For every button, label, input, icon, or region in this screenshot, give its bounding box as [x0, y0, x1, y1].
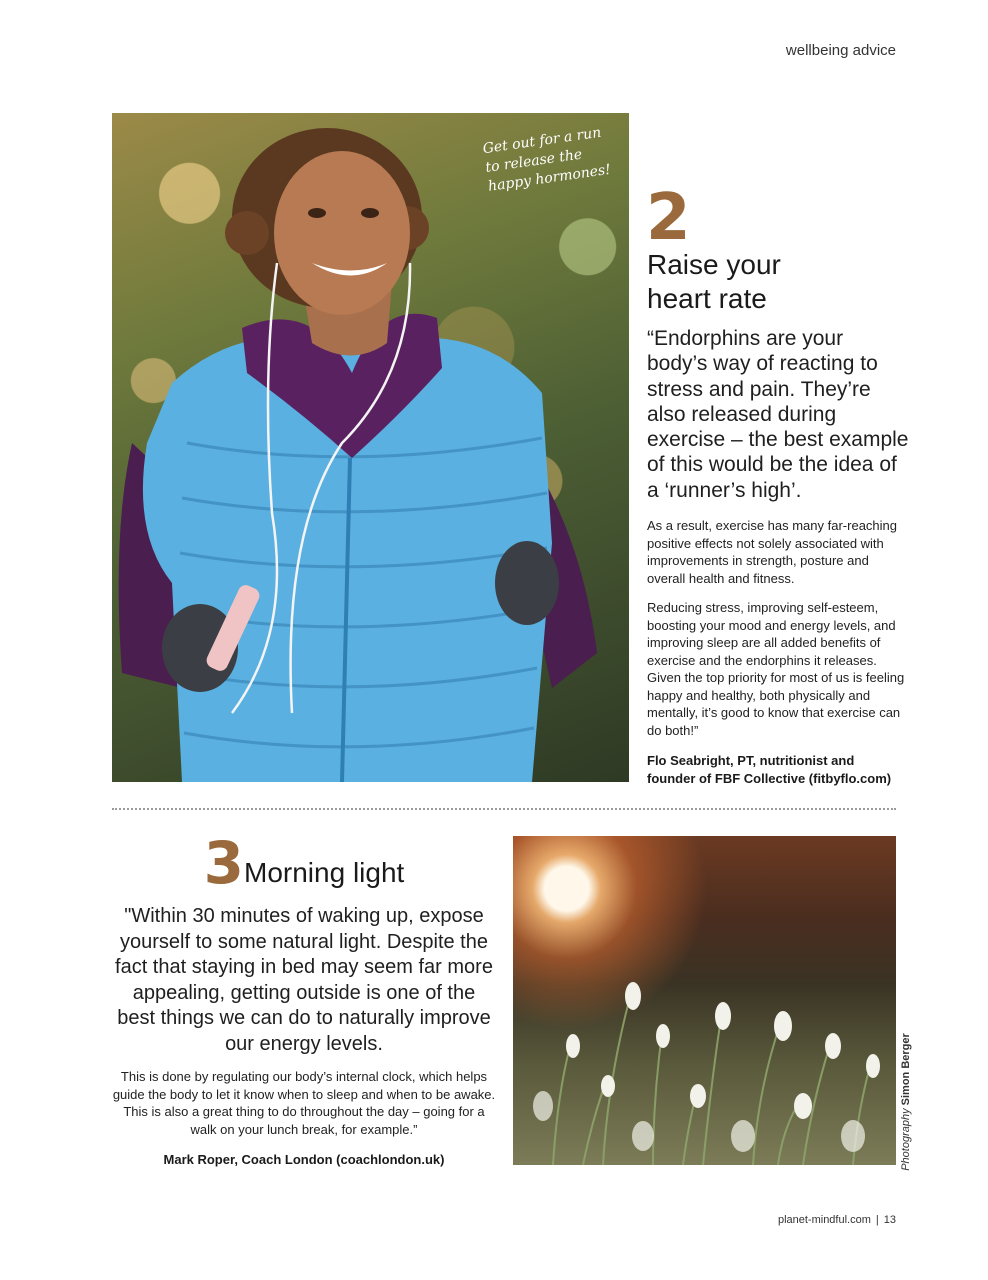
footer-site: planet-mindful.com: [777, 1214, 871, 1226]
page-number: 13: [883, 1214, 896, 1226]
page-footer: [778, 1214, 896, 1226]
tip-number-3: 3: [203, 829, 243, 897]
snowdrops-illustration: [513, 836, 896, 1165]
tip-credit-2-line1: Flo Seabright, PT, nutritionist and: [647, 753, 855, 768]
section-tag: wellbeing advice: [785, 42, 896, 59]
tip-body-2-para1: As a result, exercise has many far-reaching positive effects not solely associated with improvements in strength, posture and overall health and fitness.: [647, 518, 897, 586]
photo-snowdrops: [513, 836, 896, 1165]
photo-runner: [112, 113, 629, 782]
tip-quote-3: "Within 30 minutes of waking up, expose yourself to some natural light. Despite the fact that staying in bed may seem far more appealing, getting outside is one of the best things we can do to naturally improve our energy levels.: [115, 905, 493, 1055]
tip-credit-2-line2: founder of FBF Collective (fitbyflo.com): [647, 770, 892, 786]
tip-title-2-line1: Raise your: [647, 249, 781, 280]
photo-credit-name: Simon Berger: [900, 1033, 912, 1106]
section-divider: [112, 808, 896, 810]
tip-title-2: [647, 248, 897, 316]
footer-separator: |: [875, 1214, 879, 1226]
tip-title-2-line2: heart rate: [647, 283, 767, 314]
runner-illustration: [112, 113, 629, 782]
tip-title-3: Morning light: [244, 857, 405, 888]
tip-heading-3: [112, 829, 496, 897]
tip-body-3: This is done by regulating our body’s internal clock, which helps guide the body to let it know when to sleep and when to be awake. This is also a great thing to do throughout the day – going for a walk on your lunch break, for example.”: [112, 1069, 496, 1137]
photo-credit: [900, 1030, 912, 1174]
photo-caption: Get out for a run to release the happy hormones!: [481, 124, 612, 195]
tip-credit-2: [647, 752, 907, 787]
photo-credit-label: Photography: [900, 1108, 912, 1171]
tip-number-2: 2: [646, 181, 689, 255]
tip-credit-3: Mark Roper, Coach London (coachlondon.uk): [163, 1152, 445, 1167]
tip-body-2-para2: Reducing stress, improving self-esteem, boosting your mood and energy levels, and improving sleep are all added benefits of exercise and the endorphins it releases. Given the top priority for most of us is feeling happy and healthy, both physically and mentally, it’s good to know that exercise can do both!”: [647, 600, 905, 738]
tip-quote-2: “Endorphins are your body’s way of reacting to stress and pain. They’re also released during exercise – the best example of this would be the idea of a ‘runner’s high’.: [647, 327, 909, 502]
